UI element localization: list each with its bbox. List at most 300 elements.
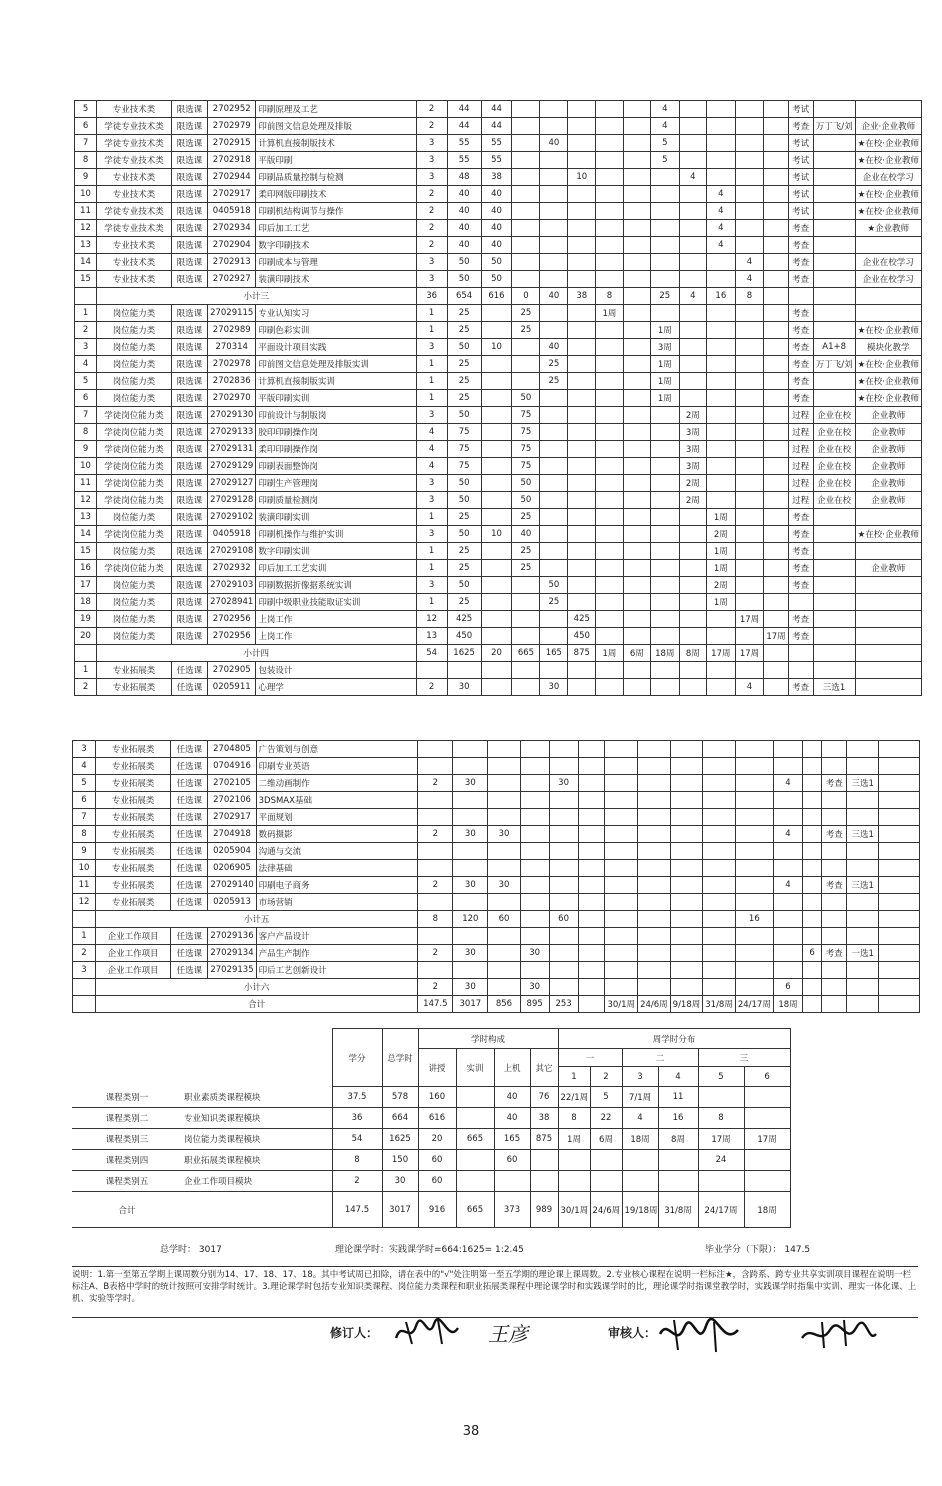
table-row bbox=[75, 288, 922, 305]
table-cell bbox=[735, 577, 764, 594]
summary-cell: 60 bbox=[494, 1150, 530, 1171]
table-cell: 25 bbox=[512, 509, 540, 526]
table-cell bbox=[568, 339, 596, 356]
summary-cell: 课程类别二 bbox=[72, 1108, 182, 1129]
table-cell: ★在校·企业教师 bbox=[855, 203, 921, 220]
table-cell bbox=[596, 560, 623, 577]
table-cell: 50 bbox=[447, 577, 481, 594]
table-cell: 4 bbox=[707, 203, 736, 220]
course-name: 印刷数据折像据系统实训 bbox=[256, 577, 416, 594]
table-cell bbox=[540, 152, 568, 169]
table-cell bbox=[512, 611, 540, 628]
table-cell bbox=[605, 945, 638, 962]
table-cell: 40 bbox=[540, 339, 568, 356]
table-cell bbox=[679, 339, 706, 356]
table-cell: ★在校·企业教师 bbox=[855, 322, 921, 339]
table-cell bbox=[803, 775, 822, 792]
table-cell bbox=[568, 373, 596, 390]
course-name: 市场营销 bbox=[256, 894, 418, 911]
table-cell: 4 bbox=[73, 758, 96, 775]
table-cell bbox=[703, 962, 736, 979]
table-cell bbox=[707, 492, 736, 509]
course-name: 平版印刷 bbox=[256, 152, 416, 169]
table-cell: 4 bbox=[773, 877, 802, 894]
table-cell bbox=[813, 543, 855, 560]
summary-cell: 17周 bbox=[698, 1129, 744, 1150]
table-row bbox=[73, 758, 920, 775]
table-cell bbox=[418, 809, 453, 826]
table-cell bbox=[623, 305, 650, 322]
table-cell: 5 bbox=[73, 775, 96, 792]
table-cell bbox=[813, 560, 855, 577]
table-cell: 专业技术类 bbox=[97, 186, 172, 203]
table-cell bbox=[821, 928, 847, 945]
course-name: 印刷色彩实训 bbox=[256, 322, 416, 339]
table-cell: 岗位能力类 bbox=[97, 577, 172, 594]
table-cell bbox=[878, 775, 919, 792]
table-cell bbox=[540, 169, 568, 186]
table-cell bbox=[650, 543, 679, 560]
table-cell: 16 bbox=[735, 911, 773, 928]
table-cell: 50 bbox=[447, 254, 481, 271]
table-cell: 2 bbox=[418, 826, 453, 843]
table-cell: 限选课 bbox=[171, 424, 207, 441]
table-cell bbox=[540, 441, 568, 458]
course-name: 印刷成本与管理 bbox=[256, 254, 416, 271]
table-cell: 3 bbox=[416, 475, 447, 492]
table-cell: 1周 bbox=[596, 305, 623, 322]
table-cell: 24/6周 bbox=[638, 996, 671, 1013]
table-cell bbox=[773, 741, 802, 758]
summary-cell bbox=[744, 1108, 790, 1129]
summary-cell: 合计 bbox=[72, 1192, 182, 1228]
table-cell bbox=[735, 928, 773, 945]
course-name: 印刷机操作与维护实训 bbox=[256, 526, 416, 543]
table-cell bbox=[679, 543, 706, 560]
table-cell: 学徒专业技术类 bbox=[97, 203, 172, 220]
table-cell: 50 bbox=[512, 390, 540, 407]
table-cell: 27029103 bbox=[208, 577, 256, 594]
table-cell: 1周 bbox=[707, 560, 736, 577]
row-number bbox=[73, 979, 96, 996]
table-cell bbox=[623, 628, 650, 645]
table-cell bbox=[488, 792, 520, 809]
table-cell: 过程 bbox=[788, 458, 813, 475]
table-cell bbox=[623, 339, 650, 356]
table-cell bbox=[512, 169, 540, 186]
table-cell bbox=[813, 611, 855, 628]
summary-cell bbox=[494, 1171, 530, 1192]
summary-cell bbox=[698, 1171, 744, 1192]
table-cell bbox=[512, 339, 540, 356]
table-cell bbox=[670, 962, 703, 979]
table-cell: 2702956 bbox=[208, 628, 256, 645]
summary-cell: 30 bbox=[382, 1171, 418, 1192]
credits-value: 147.5 bbox=[784, 1245, 811, 1255]
table-cell bbox=[764, 186, 788, 203]
subtotal-label: 小计三 bbox=[97, 288, 416, 305]
table-cell: 12 bbox=[416, 611, 447, 628]
table-cell: 50 bbox=[540, 577, 568, 594]
summary-cell bbox=[456, 1171, 494, 1192]
summary-cell: 20 bbox=[418, 1129, 456, 1150]
table-cell bbox=[821, 860, 847, 877]
table-cell bbox=[847, 996, 878, 1013]
table-cell bbox=[488, 758, 520, 775]
table-cell: 学徒专业技术类 bbox=[97, 135, 172, 152]
table-cell bbox=[735, 220, 764, 237]
table-cell: 限选课 bbox=[171, 305, 207, 322]
table-cell bbox=[735, 322, 764, 339]
table-cell bbox=[520, 843, 549, 860]
table-cell: 过程 bbox=[788, 407, 813, 424]
table-cell: 学徒岗位能力类 bbox=[97, 492, 172, 509]
table-cell bbox=[650, 475, 679, 492]
table-cell bbox=[605, 826, 638, 843]
table-cell: 12 bbox=[75, 492, 97, 509]
table-cell: 10 bbox=[75, 186, 97, 203]
table-cell: 25 bbox=[650, 288, 679, 305]
table-cell: 11 bbox=[75, 203, 97, 220]
table-cell: 27029130 bbox=[208, 407, 256, 424]
course-name: 印后加工工艺 bbox=[256, 220, 416, 237]
table-cell bbox=[813, 594, 855, 611]
table-row bbox=[75, 271, 922, 288]
summary-cell: 16 bbox=[658, 1108, 698, 1129]
table-cell: 40 bbox=[481, 203, 512, 220]
table-cell bbox=[578, 758, 605, 775]
table-cell: 过程 bbox=[788, 475, 813, 492]
table-cell: 30/1周 bbox=[605, 996, 638, 1013]
table-cell: 1周 bbox=[596, 645, 623, 662]
table-cell: 75 bbox=[447, 458, 481, 475]
table-cell bbox=[878, 792, 919, 809]
table-row bbox=[75, 373, 922, 390]
table-cell bbox=[764, 424, 788, 441]
summary-cell bbox=[698, 1087, 744, 1108]
table-cell bbox=[707, 390, 736, 407]
course-name: 胶印印刷操作岗 bbox=[256, 424, 416, 441]
table-cell bbox=[650, 203, 679, 220]
table-row bbox=[75, 118, 922, 135]
table-cell: 3 bbox=[416, 407, 447, 424]
table-cell bbox=[773, 792, 802, 809]
table-cell: 学徒专业技术类 bbox=[97, 118, 172, 135]
table-cell: 2702905 bbox=[208, 662, 256, 679]
table-cell: 0405918 bbox=[208, 203, 256, 220]
table-cell: 专业技术类 bbox=[97, 271, 172, 288]
summary-cell: 24/17周 bbox=[698, 1192, 744, 1228]
table-cell: 学徒岗位能力类 bbox=[97, 424, 172, 441]
table-cell bbox=[568, 407, 596, 424]
table-cell bbox=[596, 237, 623, 254]
course-name: 印刷原理及工艺 bbox=[256, 101, 416, 118]
table-cell bbox=[605, 792, 638, 809]
table-cell: 任选课 bbox=[171, 775, 208, 792]
table-cell: 2702917 bbox=[208, 809, 256, 826]
table-cell bbox=[650, 441, 679, 458]
table-cell bbox=[878, 962, 919, 979]
course-name: 印前图文信息处理及排版 bbox=[256, 118, 416, 135]
table-cell bbox=[878, 843, 919, 860]
table-cell: 2 bbox=[418, 979, 453, 996]
table-cell: 4 bbox=[707, 237, 736, 254]
table-cell bbox=[596, 356, 623, 373]
summary-cell: 职业拓展类课程模块 bbox=[182, 1150, 332, 1171]
table-cell bbox=[512, 152, 540, 169]
table-cell: 学徒岗位能力类 bbox=[97, 441, 172, 458]
table-cell bbox=[638, 775, 671, 792]
table-cell bbox=[540, 254, 568, 271]
table-cell bbox=[453, 843, 488, 860]
table-cell: 任选课 bbox=[171, 894, 208, 911]
table-cell: 考查 bbox=[788, 560, 813, 577]
table-cell: 企业教师 bbox=[855, 407, 921, 424]
table-cell bbox=[549, 877, 578, 894]
table-cell bbox=[623, 220, 650, 237]
table-row bbox=[75, 169, 922, 186]
table-cell bbox=[605, 962, 638, 979]
table-cell: 2 bbox=[416, 203, 447, 220]
table-cell: 考试 bbox=[788, 101, 813, 118]
summary-cell bbox=[530, 1150, 558, 1171]
table-cell: 27029134 bbox=[208, 945, 256, 962]
table-cell bbox=[596, 577, 623, 594]
table-cell: 17周 bbox=[735, 645, 764, 662]
table-cell: 27029129 bbox=[208, 458, 256, 475]
table-cell bbox=[707, 339, 736, 356]
table-cell bbox=[878, 996, 919, 1013]
table-cell bbox=[540, 526, 568, 543]
table-cell bbox=[623, 560, 650, 577]
table-cell bbox=[596, 662, 623, 679]
course-name: 印刷生产管理岗 bbox=[256, 475, 416, 492]
table-cell bbox=[638, 860, 671, 877]
table-cell bbox=[540, 101, 568, 118]
table-cell bbox=[650, 407, 679, 424]
table-cell: 4 bbox=[416, 424, 447, 441]
table-cell bbox=[568, 186, 596, 203]
table-cell bbox=[453, 809, 488, 826]
table-cell bbox=[773, 911, 802, 928]
table-cell bbox=[416, 662, 447, 679]
table-cell bbox=[596, 339, 623, 356]
course-name: 心理学 bbox=[256, 679, 416, 696]
table-cell bbox=[418, 860, 453, 877]
course-name: 印后工艺创新设计 bbox=[256, 962, 418, 979]
summary-cell: 课程类别五 bbox=[72, 1171, 182, 1192]
table-cell bbox=[855, 628, 921, 645]
table-cell bbox=[481, 543, 512, 560]
table-cell: ★在校·企业教师 bbox=[855, 356, 921, 373]
table-cell: 限选课 bbox=[171, 560, 207, 577]
summary-cell: 147.5 bbox=[332, 1192, 382, 1228]
table-cell bbox=[623, 475, 650, 492]
subtotal-label: 合计 bbox=[95, 996, 417, 1013]
table-cell: 12 bbox=[73, 894, 96, 911]
table-cell: 27029136 bbox=[208, 928, 256, 945]
table-cell: 3 bbox=[416, 492, 447, 509]
table-cell bbox=[735, 843, 773, 860]
table-cell bbox=[605, 775, 638, 792]
table-cell bbox=[540, 458, 568, 475]
table-cell: 考试 bbox=[788, 169, 813, 186]
table-cell bbox=[679, 101, 706, 118]
table-cell bbox=[418, 962, 453, 979]
table-cell bbox=[540, 560, 568, 577]
table-cell bbox=[703, 860, 736, 877]
table-cell bbox=[650, 186, 679, 203]
table-cell: 1 bbox=[75, 305, 97, 322]
table-cell bbox=[735, 792, 773, 809]
table-cell: 4 bbox=[75, 356, 97, 373]
table-cell: 任选课 bbox=[171, 928, 208, 945]
table-cell: 1 bbox=[416, 390, 447, 407]
summary-panel bbox=[72, 1028, 920, 1228]
table-cell: ★企业教师 bbox=[855, 220, 921, 237]
table-cell bbox=[568, 237, 596, 254]
table-cell: 专业拓展类 bbox=[97, 679, 172, 696]
table-cell bbox=[638, 979, 671, 996]
table-cell: 25 bbox=[512, 543, 540, 560]
table-cell bbox=[623, 152, 650, 169]
table-cell bbox=[847, 860, 878, 877]
table-cell bbox=[764, 560, 788, 577]
table-cell bbox=[520, 826, 549, 843]
table-cell: ★在校·企业教师 bbox=[855, 186, 921, 203]
course-name: 印刷专业英语 bbox=[256, 758, 418, 775]
page-number: 38 bbox=[462, 1424, 480, 1439]
table-cell bbox=[735, 662, 764, 679]
table-cell: 2702978 bbox=[208, 356, 256, 373]
table-cell bbox=[813, 322, 855, 339]
table-cell: 3 bbox=[73, 962, 96, 979]
table-cell bbox=[735, 356, 764, 373]
table-cell bbox=[773, 894, 802, 911]
table-cell bbox=[764, 662, 788, 679]
total-hours-line bbox=[160, 1242, 222, 1255]
table-cell bbox=[549, 843, 578, 860]
table-cell bbox=[481, 509, 512, 526]
summary-cell bbox=[744, 1171, 790, 1192]
table-cell bbox=[638, 962, 671, 979]
summary-cell bbox=[456, 1108, 494, 1129]
summary-cell bbox=[622, 1150, 658, 1171]
table-cell: 1周 bbox=[707, 543, 736, 560]
table-cell bbox=[638, 826, 671, 843]
table-cell bbox=[623, 611, 650, 628]
table-cell bbox=[878, 928, 919, 945]
table-cell bbox=[813, 271, 855, 288]
table-cell bbox=[735, 407, 764, 424]
table-cell: 专业拓展类 bbox=[95, 860, 170, 877]
table-row bbox=[75, 458, 922, 475]
table-cell bbox=[679, 220, 706, 237]
table-cell: 450 bbox=[568, 628, 596, 645]
table-cell: 25 bbox=[447, 356, 481, 373]
table-cell: 任选课 bbox=[171, 758, 208, 775]
table-cell: 限选课 bbox=[171, 611, 207, 628]
table-cell: 限选课 bbox=[171, 203, 207, 220]
table-cell bbox=[679, 356, 706, 373]
table-cell bbox=[540, 628, 568, 645]
table-row bbox=[73, 979, 920, 996]
table-cell: 2702915 bbox=[208, 135, 256, 152]
table-cell: 岗位能力类 bbox=[97, 390, 172, 407]
table-cell bbox=[623, 356, 650, 373]
table-cell bbox=[596, 458, 623, 475]
table-row bbox=[75, 509, 922, 526]
table-cell bbox=[512, 220, 540, 237]
table-cell bbox=[679, 611, 706, 628]
table-cell bbox=[803, 758, 822, 775]
table-cell bbox=[764, 458, 788, 475]
table-cell bbox=[578, 996, 605, 1013]
table-cell: 过程 bbox=[788, 441, 813, 458]
table-cell bbox=[481, 611, 512, 628]
table-cell: 限选课 bbox=[171, 237, 207, 254]
hours-summary-table bbox=[72, 1028, 920, 1228]
table-cell: 任选课 bbox=[171, 877, 208, 894]
table-row bbox=[75, 543, 922, 560]
table-cell bbox=[596, 203, 623, 220]
table-cell: 考查 bbox=[788, 628, 813, 645]
table-cell: 考查 bbox=[788, 254, 813, 271]
table-cell: 3 bbox=[416, 254, 447, 271]
table-cell bbox=[540, 220, 568, 237]
table-cell: 2702934 bbox=[208, 220, 256, 237]
table-cell: 5 bbox=[75, 373, 97, 390]
table-cell: 30 bbox=[549, 775, 578, 792]
summary-cell: 17周 bbox=[744, 1129, 790, 1150]
table-cell: 3 bbox=[416, 169, 447, 186]
table-cell: 3 bbox=[416, 577, 447, 594]
term-6: 6 bbox=[744, 1067, 790, 1087]
table-cell: 24/17周 bbox=[735, 996, 773, 1013]
table-cell bbox=[596, 373, 623, 390]
table-row bbox=[75, 424, 922, 441]
table-cell bbox=[549, 809, 578, 826]
table-cell bbox=[847, 809, 878, 826]
table-cell bbox=[650, 611, 679, 628]
table-cell: 18周 bbox=[650, 645, 679, 662]
table-row bbox=[75, 305, 922, 322]
table-cell bbox=[735, 390, 764, 407]
table-cell: 25 bbox=[540, 373, 568, 390]
table-cell bbox=[707, 458, 736, 475]
table-cell: 专业拓展类 bbox=[95, 809, 170, 826]
table-cell: 2 bbox=[416, 101, 447, 118]
course-name: 专业认知实习 bbox=[256, 305, 416, 322]
term-5: 5 bbox=[698, 1067, 744, 1087]
table-cell: 25 bbox=[447, 390, 481, 407]
table-cell bbox=[847, 894, 878, 911]
table-cell bbox=[803, 996, 822, 1013]
table-cell: 6周 bbox=[623, 645, 650, 662]
table-cell bbox=[418, 843, 453, 860]
table-cell bbox=[453, 758, 488, 775]
table-cell bbox=[596, 152, 623, 169]
table-cell: 9/18周 bbox=[670, 996, 703, 1013]
table-cell bbox=[596, 679, 623, 696]
table-cell: 60 bbox=[488, 911, 520, 928]
table-cell bbox=[623, 390, 650, 407]
table-cell bbox=[520, 962, 549, 979]
table-cell bbox=[821, 809, 847, 826]
summary-cell bbox=[456, 1087, 494, 1108]
reviewer-signature-2 bbox=[798, 1316, 878, 1357]
table-cell bbox=[803, 894, 822, 911]
